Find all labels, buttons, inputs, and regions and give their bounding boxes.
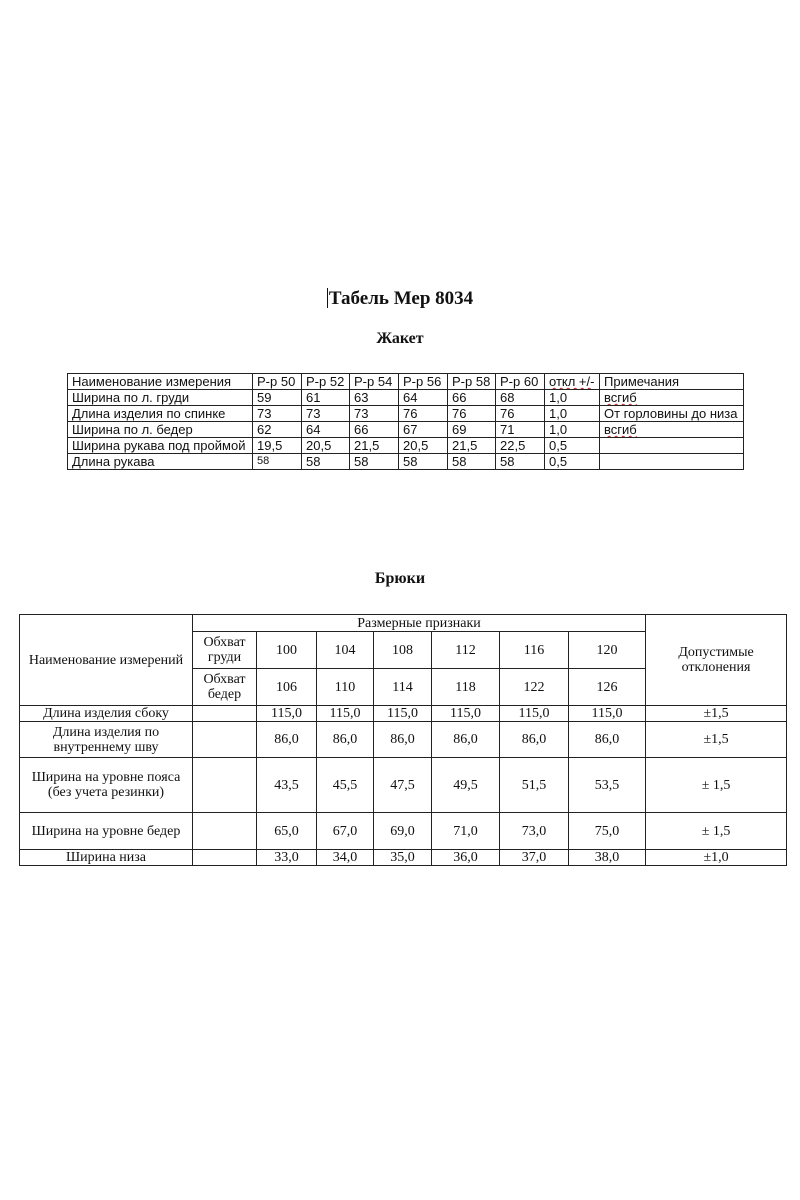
- jacket-note: [600, 454, 744, 470]
- pants-cell: 47,5: [374, 758, 432, 813]
- pants-hips-size: 110: [317, 669, 374, 706]
- jacket-header-notes: Примечания: [600, 374, 744, 390]
- pants-cell: 86,0: [374, 722, 432, 758]
- document-title-text: Табель Мер 8034: [328, 288, 474, 309]
- pants-cell: 67,0: [317, 813, 374, 850]
- jacket-row-name: Ширина рукава под проймой: [68, 438, 253, 454]
- jacket-cell: 76: [448, 406, 496, 422]
- pants-tolerance: ±1,5: [646, 722, 787, 758]
- pants-measurements-table: [19, 614, 787, 866]
- jacket-cell: 21,5: [350, 438, 399, 454]
- jacket-row: [68, 422, 744, 438]
- pants-hips-size: 114: [374, 669, 432, 706]
- jacket-cell: 58: [448, 454, 496, 470]
- jacket-cell: 64: [302, 422, 350, 438]
- jacket-deviation: 1,0: [545, 422, 600, 438]
- pants-row: [20, 758, 787, 813]
- pants-chest-size: 112: [432, 632, 500, 669]
- jacket-cell: 73: [302, 406, 350, 422]
- pants-empty-cell: [193, 722, 257, 758]
- jacket-header-row: [68, 374, 744, 390]
- pants-cell: 49,5: [432, 758, 500, 813]
- jacket-cell: 58: [350, 454, 399, 470]
- pants-cell: 115,0: [432, 706, 500, 722]
- jacket-cell: 58: [253, 454, 302, 470]
- pants-cell: 115,0: [500, 706, 569, 722]
- pants-row: [20, 706, 787, 722]
- jacket-header-name: Наименование измерения: [68, 374, 253, 390]
- jacket-cell: 71: [496, 422, 545, 438]
- pants-row-name: Ширина низа: [20, 850, 193, 866]
- pants-chest-size: 104: [317, 632, 374, 669]
- jacket-cell: 67: [399, 422, 448, 438]
- jacket-note: [600, 438, 744, 454]
- pants-cell: 115,0: [317, 706, 374, 722]
- pants-cell: 43,5: [257, 758, 317, 813]
- jacket-row: [68, 390, 744, 406]
- pants-cell: 86,0: [432, 722, 500, 758]
- jacket-cell: 58: [496, 454, 545, 470]
- pants-cell: 53,5: [569, 758, 646, 813]
- jacket-cell: 21,5: [448, 438, 496, 454]
- jacket-cell: 19,5: [253, 438, 302, 454]
- pants-row: [20, 813, 787, 850]
- pants-tolerance: ±1,5: [646, 706, 787, 722]
- pants-header-tolerance: Допустимые отклонения: [646, 615, 787, 706]
- jacket-cell: 76: [399, 406, 448, 422]
- pants-cell: 36,0: [432, 850, 500, 866]
- pants-cell: 71,0: [432, 813, 500, 850]
- jacket-row-name: Ширина по л. бедер: [68, 422, 253, 438]
- pants-chest-size: 100: [257, 632, 317, 669]
- pants-row-name: Длина изделия по внутреннему шву: [20, 722, 193, 758]
- pants-cell: 115,0: [374, 706, 432, 722]
- jacket-cell: 66: [448, 390, 496, 406]
- jacket-deviation: 1,0: [545, 390, 600, 406]
- pants-heading: Брюки: [374, 570, 426, 587]
- document-title: [0, 288, 800, 310]
- pants-header-size-features: Размерные признаки: [193, 615, 646, 632]
- pants-tolerance: ± 1,5: [646, 758, 787, 813]
- jacket-cell: 20,5: [399, 438, 448, 454]
- pants-cell: 35,0: [374, 850, 432, 866]
- pants-cell: 65,0: [257, 813, 317, 850]
- pants-cell: 115,0: [257, 706, 317, 722]
- jacket-cell: 73: [253, 406, 302, 422]
- pants-cell: 69,0: [374, 813, 432, 850]
- jacket-row: [68, 406, 744, 422]
- jacket-header-size: Р-р 52: [302, 374, 350, 390]
- pants-cell: 86,0: [500, 722, 569, 758]
- pants-empty-cell: [193, 706, 257, 722]
- pants-row: [20, 722, 787, 758]
- jacket-cell: 58: [399, 454, 448, 470]
- pants-hips-size: 118: [432, 669, 500, 706]
- pants-cell: 38,0: [569, 850, 646, 866]
- pants-header-row: [20, 615, 787, 632]
- jacket-cell: 63: [350, 390, 399, 406]
- jacket-header-size: Р-р 60: [496, 374, 545, 390]
- pants-cell: 86,0: [317, 722, 374, 758]
- pants-hips-size: 126: [569, 669, 646, 706]
- pants-row-name: Длина изделия сбоку: [20, 706, 193, 722]
- jacket-note: От горловины до низа: [600, 406, 744, 422]
- jacket-cell: 64: [399, 390, 448, 406]
- jacket-cell: 22,5: [496, 438, 545, 454]
- pants-tolerance: ± 1,5: [646, 813, 787, 850]
- pants-cell: 34,0: [317, 850, 374, 866]
- jacket-row: [68, 438, 744, 454]
- jacket-heading: Жакет: [376, 330, 424, 347]
- jacket-header-size: Р-р 50: [253, 374, 302, 390]
- jacket-cell: 62: [253, 422, 302, 438]
- jacket-cell: 58: [302, 454, 350, 470]
- jacket-header-deviation-text: откл +/-: [549, 374, 595, 389]
- pants-row-name: Ширина на уровне пояса (без учета резинки): [20, 758, 193, 813]
- jacket-note-text: всгиб: [604, 390, 637, 405]
- pants-cell: 51,5: [500, 758, 569, 813]
- pants-chest-size: 108: [374, 632, 432, 669]
- pants-row-name: Ширина на уровне бедер: [20, 813, 193, 850]
- pants-chest-size: 120: [569, 632, 646, 669]
- text-cursor: [327, 288, 328, 308]
- jacket-cell: 73: [350, 406, 399, 422]
- jacket-cell: 61: [302, 390, 350, 406]
- jacket-cell: 76: [496, 406, 545, 422]
- pants-chest-label: Обхват груди: [193, 632, 257, 669]
- pants-cell: 73,0: [500, 813, 569, 850]
- jacket-header-size: Р-р 58: [448, 374, 496, 390]
- jacket-header-deviation: [545, 374, 600, 390]
- pants-header-name: Наименование измерений: [20, 615, 193, 706]
- pants-cell: 75,0: [569, 813, 646, 850]
- jacket-deviation: 0,5: [545, 454, 600, 470]
- pants-cell: 45,5: [317, 758, 374, 813]
- jacket-note-text: всгиб: [604, 422, 637, 437]
- pants-chest-size: 116: [500, 632, 569, 669]
- jacket-cell: 69: [448, 422, 496, 438]
- jacket-header-size: Р-р 54: [350, 374, 399, 390]
- jacket-measurements-table: [67, 373, 744, 470]
- pants-row: [20, 850, 787, 866]
- jacket-cell: 66: [350, 422, 399, 438]
- jacket-note: [600, 390, 744, 406]
- pants-cell: 33,0: [257, 850, 317, 866]
- jacket-header-size: Р-р 56: [399, 374, 448, 390]
- pants-empty-cell: [193, 813, 257, 850]
- pants-tolerance: ±1,0: [646, 850, 787, 866]
- pants-cell: 86,0: [257, 722, 317, 758]
- pants-cell: 37,0: [500, 850, 569, 866]
- pants-hips-label: Обхват бедер: [193, 669, 257, 706]
- jacket-row: [68, 454, 744, 470]
- jacket-note: [600, 422, 744, 438]
- pants-cell: 115,0: [569, 706, 646, 722]
- jacket-row-name: Ширина по л. груди: [68, 390, 253, 406]
- pants-hips-size: 106: [257, 669, 317, 706]
- pants-empty-cell: [193, 850, 257, 866]
- pants-empty-cell: [193, 758, 257, 813]
- jacket-row-name: Длина рукава: [68, 454, 253, 470]
- jacket-deviation: 0,5: [545, 438, 600, 454]
- pants-cell: 86,0: [569, 722, 646, 758]
- jacket-cell: 20,5: [302, 438, 350, 454]
- jacket-cell: 68: [496, 390, 545, 406]
- jacket-deviation: 1,0: [545, 406, 600, 422]
- pants-hips-size: 122: [500, 669, 569, 706]
- jacket-row-name: Длина изделия по спинке: [68, 406, 253, 422]
- jacket-cell: 59: [253, 390, 302, 406]
